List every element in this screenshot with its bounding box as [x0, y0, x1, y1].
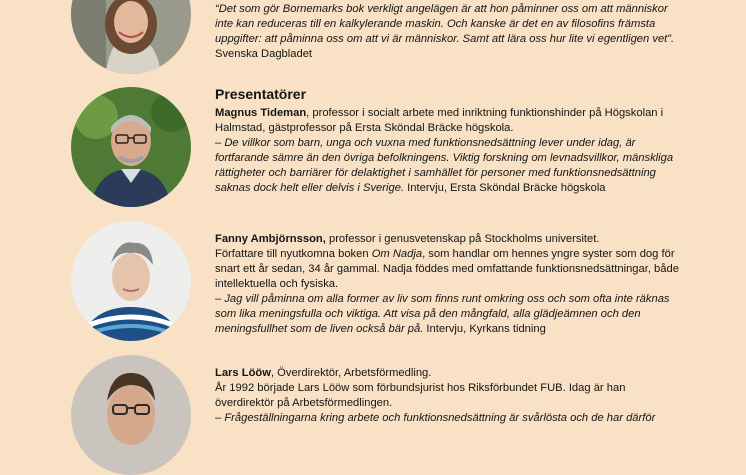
fanny-book-title: Om Nadja: [371, 248, 423, 260]
lars-name: Lars Lööw: [215, 367, 271, 379]
lars-photo: [71, 355, 191, 475]
fanny-quote: – Jag vill påminna om alla former av liv som finns runt omkring oss och som ofta inte räknas som lika meningsfulla och viktiga. Att visa på den mångfald, alla glädjeämnen och den meningsfullhet som de liven också bär på.: [215, 293, 670, 335]
fanny-bio: [215, 247, 685, 292]
fanny-title: professor i genusvetenskap på Stockholms universitet.: [325, 233, 600, 245]
review-source: Svenska Dagbladet: [215, 48, 313, 60]
lars-title: , Överdirektör, Arbetsförmedling.: [270, 367, 432, 379]
magnus-name: Magnus Tideman: [215, 107, 307, 119]
magnus-title: , professor i socialt arbete med inriktning funktionshinder på Högskolan i Halmstad, gästprofessor på Ersta Sköndal Bräcke högskola.: [215, 107, 664, 134]
presenters-heading: Presentatörer: [215, 86, 307, 102]
author-photo: [71, 0, 191, 74]
fanny-bio-before: Författare till nyutkomna boken: [215, 248, 372, 260]
magnus-photo: [71, 87, 191, 207]
magnus-block: [215, 106, 685, 196]
fanny-photo: [71, 221, 191, 341]
review-quote: “Det som gör Bornemarks bok verkligt angelägen är att hon påminner oss om att människor inte kan reduceras till en kalkylerande maskin. Och kanske är det en av filosofins främsta uppgifter: att påminna oss om att vi är människor. Samt att lära oss hur lite vi egentligen vet”.: [215, 3, 675, 45]
fanny-intro: [215, 232, 685, 247]
fanny-quote-line: [215, 292, 685, 337]
magnus-intro: [215, 106, 685, 136]
magnus-quote: – De villkor som barn, unga och vuxna med funktionsnedsättning lever under idag, är fortfarande sämre än den övriga befolkningens. Viktig forskning om levnadsvillkor, mänskliga rättigheter och barriärer för delaktighet i samhället för personer med funktionsnedsättning saknas dock helt eller delvis i Sverige.: [215, 137, 674, 194]
fanny-block: [215, 232, 685, 337]
lars-quote: – Frågeställningarna kring arbete och funktionsnedsättning är svårlösta och de har därför: [215, 412, 656, 424]
fanny-source: Intervju, Kyrkans tidning: [423, 323, 546, 335]
lars-block: [215, 366, 685, 426]
lars-intro: [215, 366, 685, 381]
fanny-bio-after: , som handlar om hennes yngre syster som dog för snart ett år sedan, 34 år gammal. Nadja föddes med omfattande funktionsnedsättningar, både intellektuella och fysiska.: [215, 248, 679, 290]
review-quote-block: [215, 2, 685, 62]
magnus-quote-line: [215, 136, 685, 196]
magnus-source: Intervju, Ersta Sköndal Bräcke högskola: [404, 182, 606, 194]
fanny-name: Fanny Ambjörnsson,: [215, 233, 326, 245]
lars-bio: År 1992 började Lars Lööw som förbundsjurist hos Riksförbundet FUB. Idag är han överdirektör på Arbetsförmedlingen.: [215, 382, 626, 409]
